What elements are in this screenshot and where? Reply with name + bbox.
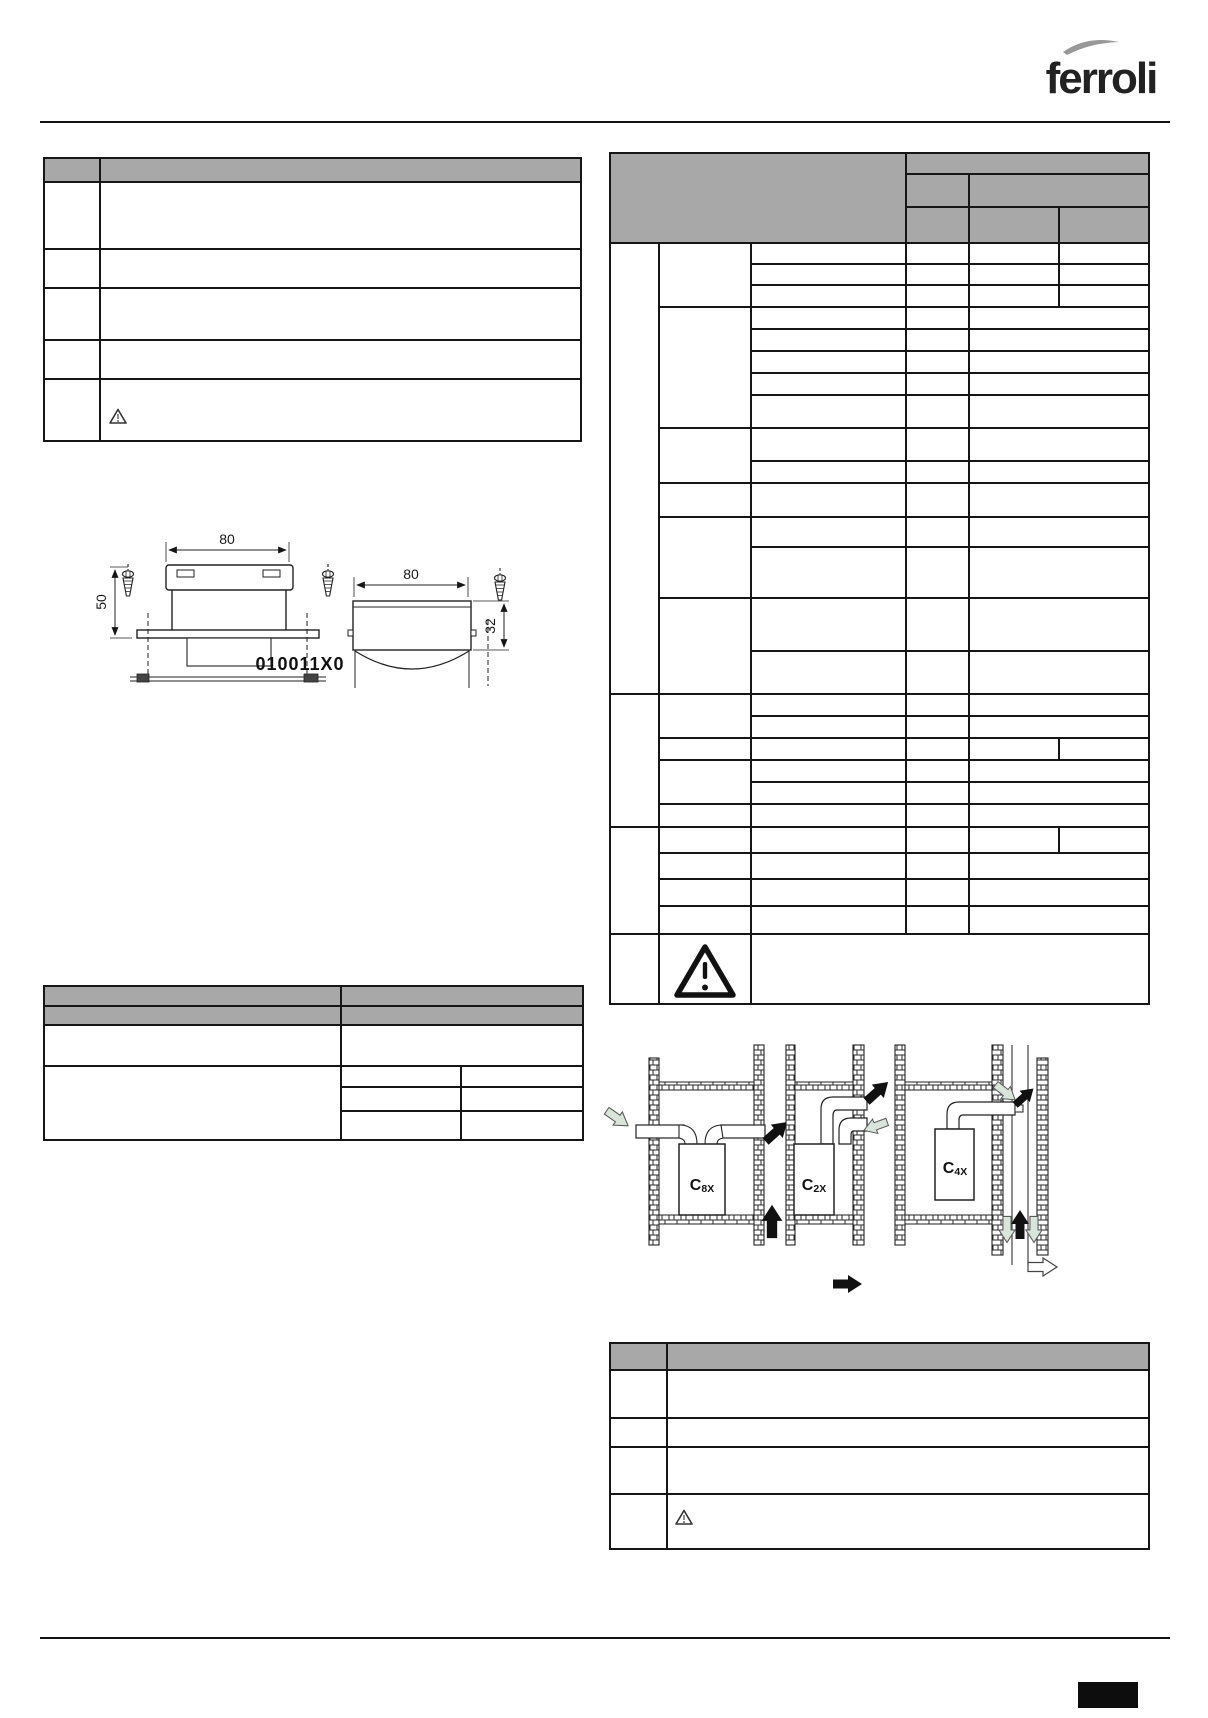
table-cell [969,906,1149,934]
table-cell [751,906,906,934]
desc-col-header [100,158,581,182]
table-cell [969,483,1149,517]
table-cell [969,804,1149,827]
table-cell [461,1111,583,1140]
table-cell [906,716,969,738]
wall-left [895,1045,905,1245]
table-cell [751,651,906,694]
wall-left [649,1058,659,1245]
pipe-elbow [705,1125,723,1144]
table-cell [341,1006,583,1025]
fixing-screw-icon [495,568,506,600]
table-cell [44,1006,341,1025]
logo-text: ferroli [1045,54,1157,103]
table-cell [44,182,100,249]
step-col-header [44,158,100,182]
table-cell [610,934,659,1004]
table-cell [659,483,751,517]
table-cell [341,1066,461,1087]
table-cell [906,351,969,373]
table-cell [906,782,969,804]
exhaust-pipe [721,1125,765,1138]
table-cell [969,351,1149,373]
req-desc-header [667,1343,1149,1370]
logo-swoosh-icon [1063,40,1119,55]
table-cell [969,329,1149,351]
table-cell [969,461,1149,483]
table-cell [659,738,751,760]
table-cell [100,340,581,379]
boiler-label: C8X [689,1177,715,1195]
table-cell [969,547,1149,598]
boiler [794,1144,834,1215]
table-cell [969,598,1149,651]
flue-length-table [609,152,1150,1005]
table-cell [906,827,969,853]
table-cell [969,395,1149,428]
air-intake-arrow [602,1104,633,1132]
shaft-wall-outer [1037,1058,1048,1255]
table-cell [751,738,906,760]
table-cell [751,373,906,395]
intake-pipe [636,1125,684,1138]
table-cell [44,379,100,441]
flue-exhaust-arrow [833,1275,862,1293]
model-a-header [969,207,1059,243]
table-cell [751,760,906,782]
model-group-header [969,174,1149,207]
table-cell [906,906,969,934]
table-cell [906,264,969,285]
table-cell [751,879,906,906]
table-cell [667,1370,1149,1418]
flue-type-group-header [610,153,906,243]
table-cell [969,243,1059,264]
table-cell [659,307,751,428]
table-cell [610,1418,667,1447]
table-cell [461,1066,583,1087]
table-cell [969,307,1149,329]
boiler [935,1129,974,1200]
table-cell [906,879,969,906]
ceiling [659,1082,754,1090]
warning-triangle-icon [109,408,127,425]
model-b-header [1059,207,1149,243]
table-cell [751,243,906,264]
boiler-label: C4X [942,1160,968,1178]
table-cell [906,428,969,461]
table-cell [906,207,969,243]
table-cell [610,1494,667,1549]
floor [795,1215,853,1224]
wall-right [853,1045,864,1245]
table-cell [659,598,751,694]
table-cell [906,329,969,351]
table-cell [969,879,1149,906]
max-length-header [906,153,1149,174]
table-cell [751,827,906,853]
table-cell [44,288,100,340]
front-height-dim: 50 [93,594,109,610]
table-cell [906,804,969,827]
table-cell [751,483,906,517]
table-cell [1059,243,1149,264]
table-cell [659,517,751,598]
page-number-box [1078,1682,1138,1708]
table-cell [751,517,906,547]
table-cell [659,804,751,827]
accessory-header-right [341,986,583,1006]
pipe-elbow [679,1125,697,1144]
table-cell [969,517,1149,547]
table-cell [1059,285,1149,307]
table-cell [906,547,969,598]
table-cell [906,395,969,428]
warning-cell [659,934,751,1004]
table-cell [659,428,751,483]
warning-text-cell [751,934,1149,1004]
table-cell [659,879,751,906]
table-cell [1059,264,1149,285]
table-cell [751,285,906,307]
air-intake-arrow [1028,1258,1057,1276]
table-cell [659,906,751,934]
table-cell [659,827,751,853]
table-cell [969,428,1149,461]
fixing-screw-icon [123,564,134,596]
floor [659,1215,754,1224]
wall-right [754,1045,764,1245]
table-cell [906,373,969,395]
flue-requirements-table [609,1342,1150,1550]
table-cell [751,782,906,804]
diagram-c2x [786,1045,894,1245]
warning-triangle-icon [675,1509,693,1526]
table-cell [906,307,969,329]
table-cell [44,1025,341,1066]
side-height-dim: 32 [482,618,498,634]
table-cell [969,264,1059,285]
ceiling [795,1082,853,1090]
table-cell [667,1447,1149,1494]
table-cell [610,1447,667,1494]
table-cell [906,243,969,264]
front-width-dim: 80 [219,531,235,547]
table-cell [44,340,100,379]
table-cell [659,243,751,307]
part-number-label: 010011X0 [255,654,345,674]
connection-pipe [947,1102,1015,1129]
warning-triangle-icon [673,942,737,1000]
table-cell [969,651,1149,694]
table-cell [906,651,969,694]
table-cell [751,264,906,285]
table-cell [906,461,969,483]
flue-exhaust-arrow [1011,1210,1029,1239]
table-cell [751,694,906,716]
floor [905,1215,992,1224]
table-cell [906,598,969,651]
table-cell [751,351,906,373]
boiler-label: C2X [801,1177,827,1195]
table-cell [610,694,659,827]
table-cell [659,853,751,879]
table-cell [969,782,1149,804]
table-cell [969,285,1059,307]
table-cell [44,1066,341,1140]
table-cell [341,1111,461,1140]
side-width-dim: 80 [403,566,419,582]
table-cell [341,1087,461,1111]
table-cell [969,827,1059,853]
table-cell [44,249,100,288]
table-cell [751,716,906,738]
accessory-table [43,985,584,1141]
ferroli-logo [940,30,1180,110]
table-cell [751,329,906,351]
flue-type-diagrams [575,1030,1208,1300]
table-cell [751,395,906,428]
diameter-header [906,174,969,207]
table-cell [1059,827,1149,853]
table-cell [906,738,969,760]
table-cell [969,853,1149,879]
diagram-c4x [895,1045,1048,1265]
table-cell [100,182,581,249]
table-cell [461,1087,583,1111]
note-cell [100,379,581,441]
table-cell [906,853,969,879]
table-cell [969,738,1059,760]
table-cell [100,288,581,340]
fixing-screw-icon [323,564,334,596]
table-cell [906,483,969,517]
table-cell [969,716,1149,738]
table-cell [969,694,1149,716]
table-cell [751,804,906,827]
table-cell [751,428,906,461]
table-cell [751,598,906,651]
table-cell [610,1370,667,1418]
table-cell [100,249,581,288]
footer-rule [40,1637,1170,1639]
diagram-c8x [602,1045,793,1245]
flue-adapter-drawing [80,480,520,695]
table-cell [659,694,751,738]
table-cell [667,1418,1149,1447]
table-cell [906,285,969,307]
table-cell [751,547,906,598]
flue-exhaust-arrow [762,1205,783,1238]
table-cell [969,373,1149,395]
table-cell [751,307,906,329]
table-cell [751,853,906,879]
table-cell [610,827,659,934]
table-cell [969,760,1149,782]
table-cell [906,694,969,716]
install-steps-table [43,157,582,442]
ceiling [905,1082,992,1090]
req-col-header [610,1343,667,1370]
table-cell [659,760,751,804]
table-cell [341,1025,583,1066]
accessory-header-left [44,986,341,1006]
boiler [679,1144,725,1215]
table-cell [906,760,969,782]
table-cell [906,517,969,547]
shaft-wall-inner [992,1045,1003,1255]
table-cell [610,243,659,694]
table-cell [1059,738,1149,760]
table-cell [751,461,906,483]
header-rule [40,121,1170,123]
note-cell [667,1494,1149,1549]
